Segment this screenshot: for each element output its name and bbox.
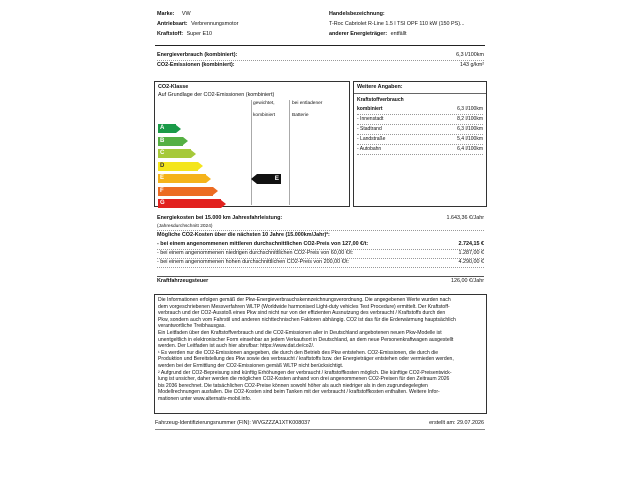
disclaimer-line: unentgeltlich in elektronischer Form einsehbar an jedem Verkaufsort in Deutschland, an dem neue Personenkraftwagen ausgestellt — [158, 336, 454, 343]
col-combined: kombiniert — [253, 113, 276, 118]
divider — [357, 134, 483, 135]
brand-value: VW — [181, 11, 191, 17]
disclaimer-line: Pkw, sondern auch vom Fahrstil und anderen nichttechnischen Faktoren abhängig. CO2 ist das für die Erderwärmung hauptsächlich — [158, 316, 456, 323]
co2-cost-row-value: 4.290,00 € — [458, 259, 484, 265]
co2-class-marker-letter: E — [257, 174, 281, 184]
divider — [157, 60, 484, 61]
disclaimer-line: verantwortliche Treibhausgas. — [158, 323, 226, 330]
disclaimer-line: dem vorgeschriebenen Messverfahren WLTP (Worldwide harmonised Light-duty vehicles Test Procedure) ermittelt. Der Kraftstoff- — [158, 303, 450, 310]
co2-cost-row-value: 2.724,15 € — [458, 241, 484, 247]
energy-cost-value: 1.643,36 €/Jahr — [446, 215, 484, 221]
consumption-row-value: 6,4 l/100km — [457, 146, 483, 152]
drive-label: Antriebsart: — [157, 21, 188, 27]
disclaimer-line: lung ist unsicher, daher werden die möglichen CO2-Kosten anhand von drei angenommenen CO2-Preisen für den Zeitraum 2026 — [158, 376, 450, 383]
co2-cost-row-label: - bei einem angenommenen mittleren durchschnittlichen CO2-Preis von 127,00 €/t: — [157, 241, 369, 247]
consumption-row-label: - Stadtrand — [357, 126, 382, 132]
co2-class-bar-c — [158, 149, 196, 158]
co2-cost-row-value: 1.287,00 € — [458, 250, 484, 256]
co2-class-title: CO2-Klasse — [158, 84, 189, 90]
co2-label: CO2-Emissionen (kombiniert): — [157, 62, 235, 68]
tax-label: Kraftfahrzeugsteuer — [157, 278, 209, 284]
co2-class-panel — [154, 81, 350, 207]
divider — [354, 93, 486, 94]
disclaimer-panel — [154, 294, 487, 414]
col-weighted: gewichtet, — [253, 101, 275, 106]
disclaimer-line: verbrauch und der CO2-Ausstoß eines Pkw sind nicht nur von der effizienten Ausnutzung des verbraucht / Kraftstoffs durch den — [158, 310, 446, 317]
disclaimer-line: werden. Der Leitfaden ist auch hier abrufbar: https://www.dat.de/co2/. — [158, 343, 315, 350]
disclaimer-line: werden bei der Ermittlung der CO2-Emissionen gemäß WLTP nicht berücksichtigt. — [158, 362, 344, 369]
energy-label: Energieverbrauch (kombiniert): — [157, 52, 238, 58]
consumption-row-value: 8,2 l/100km — [457, 116, 483, 122]
co2-class-marker — [251, 174, 281, 184]
fuel-consumption-title: Kraftstoffverbrauch — [357, 97, 404, 103]
disclaimer-line: Die Informationen erfolgen gemäß der Pkw-Energieverbrauchskennzeichnungsverordnung. Die angegebenen Werte wurden nach — [158, 297, 451, 303]
column-divider — [289, 100, 290, 205]
created-label: erstellt am: 29.07.2026 — [429, 420, 484, 426]
energy-cost-label: Energiekosten bei 15.000 km Jahresfahrleistung: — [157, 215, 283, 221]
co2-class-bar-b — [158, 137, 188, 146]
disclaimer-line: ¹ Es werden nur die CO2-Emissionen angegeben, die durch den Betrieb des Pkw entstehen. CO2-Emissionen, die durch die — [158, 349, 439, 356]
disclaimer-line: Ein Leitfaden über den Kraftstoffverbrauch und die CO2-Emissionen aller in Deutschland angebotenen neuen Pkw-Modelle ist — [158, 329, 442, 336]
co2-value: 143 g/km² — [460, 62, 484, 68]
other-energy-label: anderer Energieträger: — [329, 31, 388, 37]
co2-class-letter: A — [160, 125, 165, 131]
disclaimer-line: ² Aufgrund der CO2-Bepreisung sind künftig Erhöhungen der verbraucht / kraftstoffkosten möglich. Die künftige CO2-Preisentwick- — [158, 369, 452, 376]
consumption-row-label: - Autobahn — [357, 146, 382, 152]
co2-class-bar-g — [158, 199, 226, 208]
divider — [357, 154, 483, 155]
fuel-value: Super E10 — [186, 31, 213, 37]
consumption-row-value: 6,3 l/100km — [457, 106, 483, 112]
co2-class-bar-d — [158, 162, 203, 171]
disclaimer-line: bis 2036 berechnet. Die tatsächlichen CO2-Preise können sowohl höher als auch niedriger als in den zugrundegelegten — [158, 382, 428, 389]
co2-class-bar-a — [158, 124, 181, 133]
co2-cost-title: Mögliche CO2-Kosten über die nächsten 10 Jahre (15.000km/Jahr)²: — [157, 232, 330, 238]
consumption-row-value: 6,3 l/100km — [457, 126, 483, 132]
co2-cost-row-label: - bei einem angenommenen niedrigen durchschnittlichen CO2-Preis von 60,00 €/t: — [157, 250, 354, 256]
other-energy-value: entfällt — [390, 31, 407, 37]
co2-class-bar-e — [158, 174, 211, 183]
vin-label: Fahrzeug-Identifizierungsnummer (FIN): WVGZZZA1XTK008037 — [155, 420, 311, 426]
divider — [357, 124, 483, 125]
further-title: Weitere Angaben: — [357, 84, 403, 90]
further-info-panel — [353, 81, 487, 207]
consumption-row-label: - Innenstadt — [357, 116, 384, 122]
tax-value: 126,00 €/Jahr — [451, 278, 484, 284]
trade-value: T-Roc Cabriolet R-Line 1.5 l TSI OPF 110 kW (150 PS)... — [329, 21, 465, 27]
divider — [157, 276, 484, 277]
trade-label: Handelsbezeichnung: — [329, 11, 385, 17]
co2-cost-row-label: - bei einem angenommenen hohen durchschnittlichen CO2-Preis von 200,00 €/t: — [157, 259, 350, 265]
divider — [357, 114, 483, 115]
co2-class-subtitle: Auf Grundlage der CO2-Emissionen (kombiniert) — [158, 92, 275, 98]
divider — [155, 45, 485, 46]
energy-value: 6,3 l/100km — [456, 52, 484, 58]
consumption-row-label: kombiniert — [357, 106, 383, 112]
co2-class-letter: B — [160, 137, 165, 144]
divider — [157, 230, 484, 231]
disclaimer-line: Modellrechnungen ausfallen. Die CO2-Kosten sind beim Tanken mit der verbraucht / kraftstoffkosten enthalten. Weitere Infor- — [158, 389, 440, 396]
consumption-row-label: - Landstraße — [357, 136, 386, 142]
col-empty-battery: bei entladener — [292, 101, 323, 106]
avg-note: (Jahresdurchschnitt 2024) — [157, 224, 213, 229]
vehicle-header — [157, 11, 484, 41]
divider — [157, 267, 484, 268]
co2-class-letter: D — [160, 162, 165, 169]
drive-value: Verbrennungsmotor — [191, 21, 239, 27]
consumption-row-value: 5,4 l/100km — [457, 136, 483, 142]
disclaimer-line: Produktion und Bereitstellung des Pkw sowie des verbraucht / kraftstoffs bzw. der Energieträger entstehen oder vermieden werden, — [158, 356, 454, 363]
co2-class-letter: E — [160, 175, 165, 181]
brand-label: Marke: — [157, 11, 175, 17]
co2-class-letter: G — [160, 200, 165, 206]
co2-class-letter: F — [160, 187, 164, 194]
disclaimer-line: mationen unter www.alternativ-mobil.info. — [158, 395, 252, 402]
co2-class-letter: C — [160, 150, 165, 156]
fuel-label: Kraftstoff: — [157, 31, 184, 37]
divider — [357, 144, 483, 145]
column-divider — [251, 100, 252, 205]
costs-section — [157, 215, 484, 295]
co2-class-bar-f — [158, 187, 218, 196]
divider — [155, 429, 485, 430]
col-battery: Batterie — [292, 113, 309, 118]
